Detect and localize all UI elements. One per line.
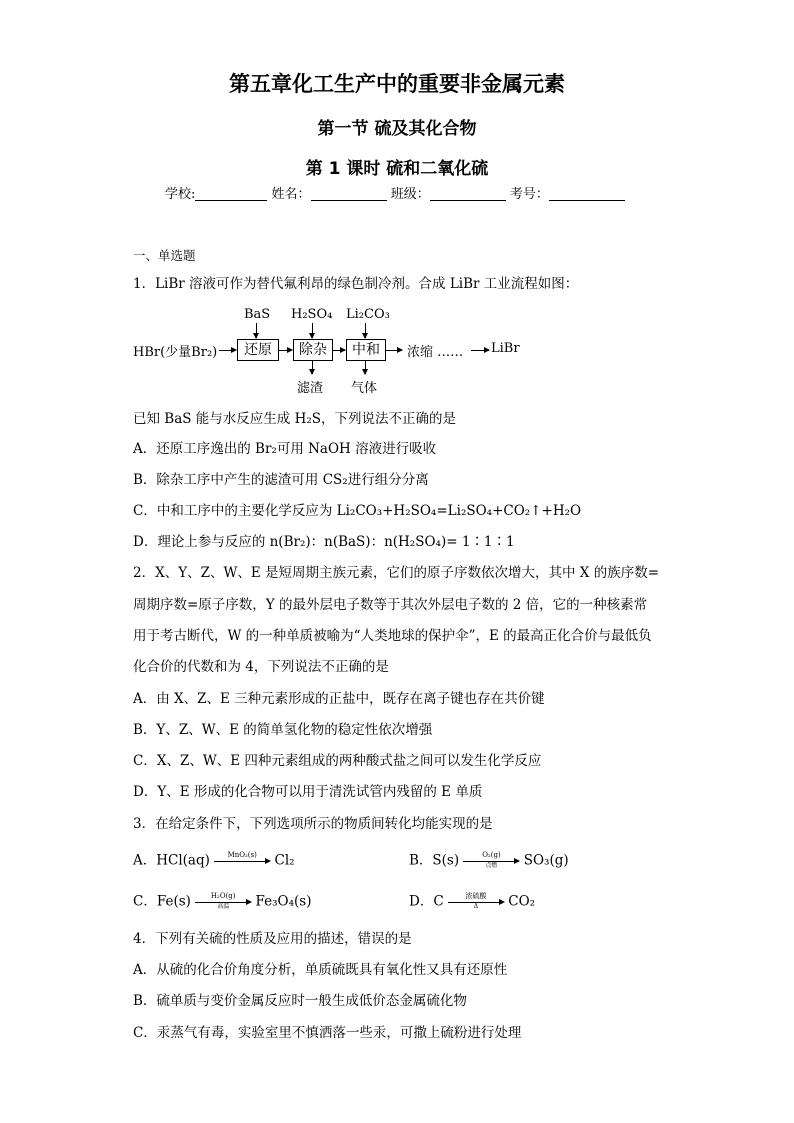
q1-option-d[interactable]: D．理论上参与反应的 n(Br₂)：n(BaS)：n(H₂SO₄)= 1∶1∶1 [133, 534, 515, 550]
student-info-row [165, 188, 625, 201]
flow-end: LiBr [491, 341, 520, 356]
flow-start: HBr(少量Br₂) [133, 345, 218, 360]
flow-concentrate: 浓缩 …… [407, 345, 464, 360]
school-field[interactable] [195, 200, 267, 201]
q2-stem-line: 周期序数=原子序数，Y 的最外层电子数等于其次外层电子数的 2 倍，它的一种核素常 [133, 597, 648, 613]
name-field[interactable] [311, 200, 387, 201]
flow-arrow [278, 350, 292, 351]
byproduct-gas: 气体 [351, 381, 378, 396]
condition-above: O₂(g) [482, 851, 501, 859]
q3-option-b[interactable] [409, 853, 569, 869]
product: CO₂ [508, 893, 536, 910]
q2-stem-line: 用于考古断代，W 的一种单质被喻为“人类地球的保护伞”，E 的最高正化合价与最低负 [133, 628, 652, 644]
q1-option-c[interactable]: C．中和工序中的主要化学反应为 Li₂CO₃+H₂SO₄=Li₂SO₄+CO₂↑+H₂O [133, 503, 582, 519]
flow-step-reduce: 还原 [237, 339, 279, 361]
class-label: 班级： [390, 187, 430, 202]
name-label: 姓名： [271, 187, 311, 202]
reaction-arrow [463, 853, 519, 869]
product: Fe₃O₄(s) [255, 893, 312, 910]
q4-stem: 4．下列有关硫的性质及应用的描述，错误的是 [133, 931, 412, 947]
product: SO₃(g) [523, 852, 569, 869]
flow-arrow-down [365, 323, 366, 338]
q4-option-c[interactable]: C．汞蒸气有毒，实验室里不慎洒落一些汞，可撒上硫粉进行处理 [133, 1025, 522, 1041]
q3-option-d[interactable] [409, 894, 535, 910]
chapter-title: 第五章化工生产中的重要非金属元素 [229, 72, 565, 96]
flow-arrow [471, 350, 489, 351]
flow-arrow-down [365, 360, 366, 374]
reagent-bas: BaS [244, 307, 271, 322]
condition-below: Δ [473, 903, 479, 910]
q4-option-b[interactable]: B．硫单质与变价金属反应时一般生成低价态金属硫化物 [133, 993, 467, 1009]
reaction-arrow [214, 853, 270, 869]
q1-given: 已知 BaS 能与水反应生成 H₂S，下列说法不正确的是 [133, 411, 457, 427]
q3-stem: 3．在给定条件下，下列选项所示的物质间转化均能实现的是 [133, 816, 493, 832]
reaction-arrow [448, 894, 504, 910]
reactant: B．S(s) [409, 852, 460, 869]
q3-option-a[interactable] [133, 853, 295, 869]
q1-stem: 1．LiBr 溶液可作为替代氟利昂的绿色制冷剂。合成 LiBr 工业流程如图： [133, 276, 579, 292]
q2-stem-line: 2．X、Y、Z、W、E 是短周期主族元素，它们的原子序数依次增大，其中 X 的族序数= [133, 565, 660, 581]
exam-number-field[interactable] [549, 200, 625, 201]
q2-option-c[interactable]: C．X、Z、W、E 四种元素组成的两种酸式盐之间可以发生化学反应 [133, 753, 542, 769]
flow-step-neutralize: 中和 [346, 339, 386, 361]
q2-option-a[interactable]: A．由 X、Z、E 三种元素形成的正盐中，既存在离子键也存在共价键 [133, 691, 545, 707]
q1-option-a[interactable]: A．还原工序逸出的 Br₂可用 NaOH 溶液进行吸收 [133, 441, 437, 457]
q1-option-b[interactable]: B．除杂工序中产生的滤渣可用 CS₂进行组分分离 [133, 472, 429, 488]
q3-option-c[interactable] [133, 894, 312, 910]
lesson-title: 第 1 课时 硫和二氧化硫 [305, 159, 489, 179]
section-title: 第一节 硫及其化合物 [317, 119, 477, 139]
flow-arrow-down [312, 360, 313, 374]
reactant: D．C [409, 893, 444, 910]
reagent-li2co3: Li₂CO₃ [346, 307, 390, 322]
flow-arrow [332, 350, 345, 351]
condition-above: H₂O(g) [210, 892, 236, 900]
product: Cl₂ [274, 852, 295, 869]
reaction-arrow [195, 894, 251, 910]
section-heading: 一、单选题 [133, 248, 196, 263]
reactant: C．Fe(s) [133, 893, 191, 910]
condition-above: 浓硫酸 [465, 892, 487, 900]
condition-below: 高温 [217, 903, 230, 910]
reactant: A．HCl(aq) [133, 852, 210, 869]
flow-arrow-down [256, 323, 257, 338]
q2-option-d[interactable]: D．Y、E 形成的化合物可以用于清洗试管内残留的 E 单质 [133, 784, 483, 800]
flow-arrow-down [312, 323, 313, 338]
condition-below: 点燃 [485, 862, 498, 869]
school-label: 学校: [165, 187, 196, 202]
flow-arrow [219, 350, 236, 351]
class-field[interactable] [430, 200, 506, 201]
byproduct-residue: 滤渣 [297, 381, 324, 396]
flow-arrow [385, 350, 402, 351]
condition-above: MnO₂(s) [227, 851, 257, 859]
q4-option-a[interactable]: A．从硫的化合价角度分析，单质硫既具有氧化性又具有还原性 [133, 962, 508, 978]
q2-option-b[interactable]: B．Y、Z、W、E 的简单氢化物的稳定性依次增强 [133, 722, 433, 738]
q2-stem-line: 化合价的代数和为 4，下列说法不正确的是 [133, 659, 389, 675]
reagent-h2so4: H₂SO₄ [291, 307, 333, 322]
exam-number-label: 考号： [509, 187, 549, 202]
flow-step-purify: 除杂 [293, 339, 333, 361]
